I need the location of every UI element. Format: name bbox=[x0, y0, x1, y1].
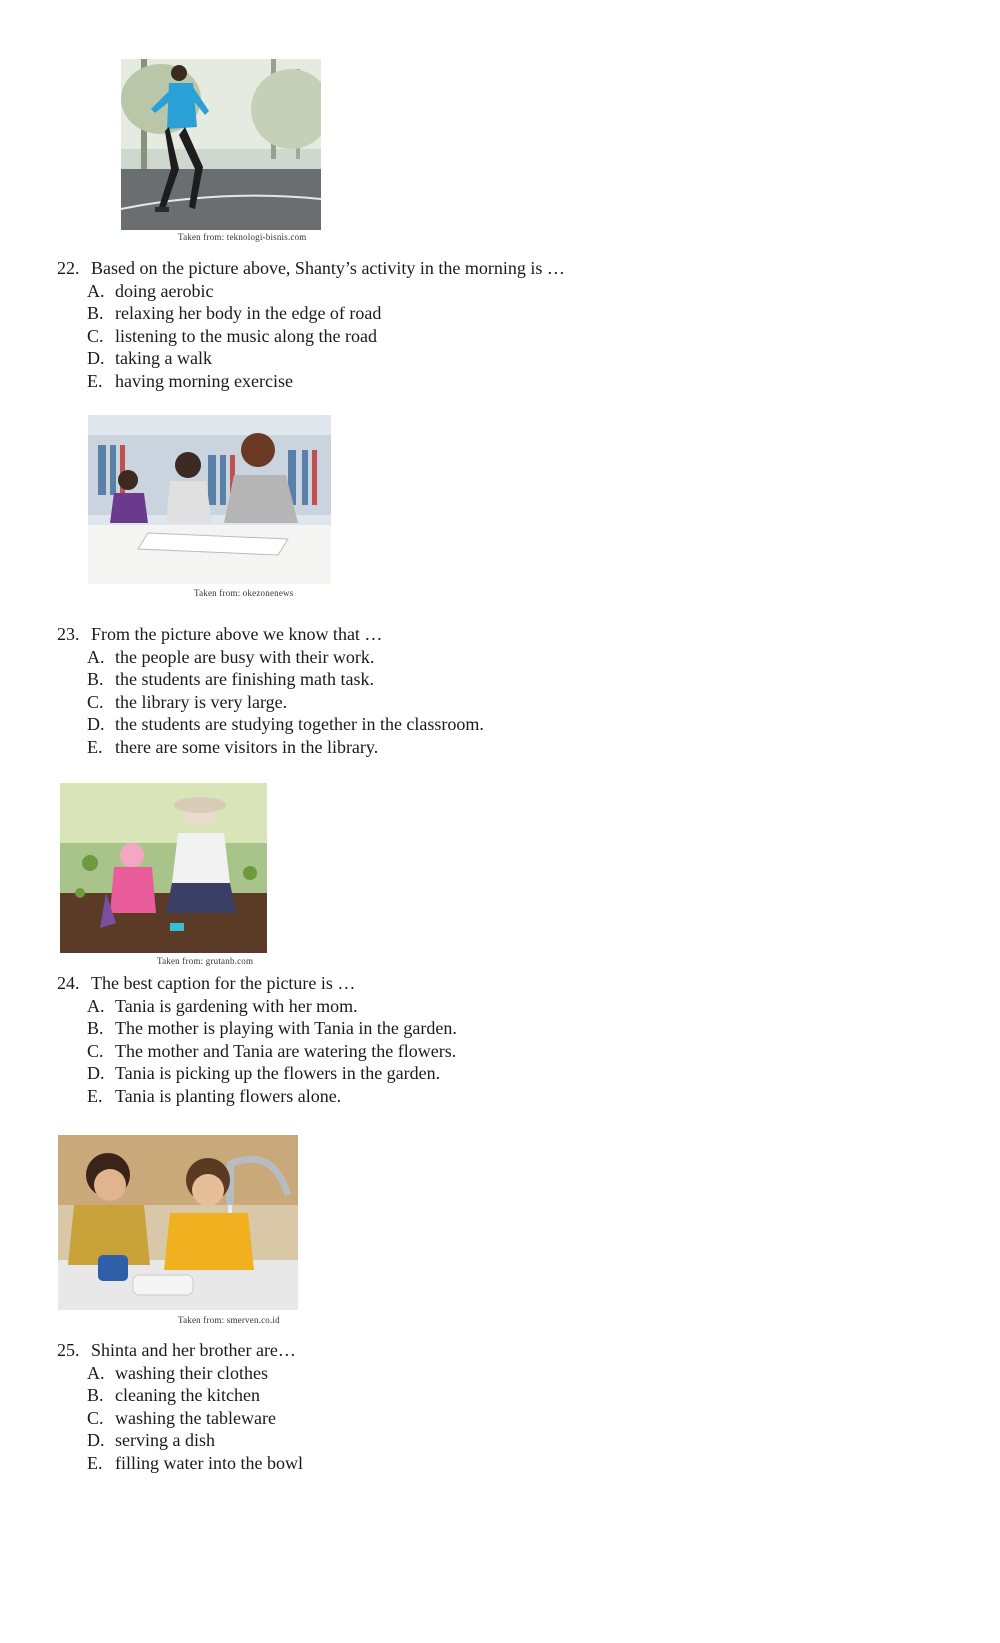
option-text: the students are finishing math task. bbox=[115, 669, 374, 689]
option-text: taking a walk bbox=[115, 348, 212, 368]
answer-options bbox=[57, 1362, 303, 1475]
question-text: The best caption for the picture is … bbox=[91, 973, 356, 993]
option-text: The mother and Tania are watering the flowers. bbox=[115, 1040, 457, 1061]
question-23 bbox=[57, 623, 484, 758]
question-stem bbox=[57, 1339, 303, 1362]
option-letter: E. bbox=[87, 1085, 103, 1106]
option-text: doing aerobic bbox=[115, 280, 214, 301]
option-letter: C. bbox=[87, 691, 104, 712]
kitchen-sink-photo bbox=[58, 1135, 298, 1310]
option-c[interactable] bbox=[57, 691, 484, 714]
photo-credit: Taken from: grutanb.com bbox=[157, 956, 254, 966]
option-text: having morning exercise bbox=[115, 370, 293, 391]
option-a[interactable] bbox=[57, 280, 565, 303]
option-text: cleaning the kitchen bbox=[115, 1385, 260, 1405]
option-letter: D. bbox=[87, 1063, 105, 1083]
question-number: 23. bbox=[57, 624, 80, 644]
option-text: washing the tableware bbox=[115, 1407, 276, 1428]
question-text: Based on the picture above, Shanty’s activity in the morning is … bbox=[91, 258, 565, 278]
option-d[interactable] bbox=[57, 1062, 457, 1085]
question-text: From the picture above we know that … bbox=[91, 624, 383, 644]
option-text: Tania is picking up the flowers in the garden. bbox=[115, 1063, 441, 1083]
option-b[interactable] bbox=[57, 1384, 303, 1407]
option-a[interactable] bbox=[57, 1362, 303, 1385]
option-text: Tania is planting flowers alone. bbox=[115, 1085, 342, 1106]
option-letter: D. bbox=[87, 1430, 105, 1450]
option-letter: B. bbox=[87, 1385, 104, 1405]
option-a[interactable] bbox=[57, 646, 484, 669]
runner-photo bbox=[121, 59, 321, 230]
option-letter: C. bbox=[87, 1040, 104, 1061]
option-text: Tania is gardening with her mom. bbox=[115, 995, 358, 1016]
answer-options bbox=[57, 646, 484, 759]
question-number: 25. bbox=[57, 1340, 80, 1360]
option-text: filling water into the bowl bbox=[115, 1452, 303, 1473]
option-c[interactable] bbox=[57, 325, 565, 348]
library-photo bbox=[88, 415, 331, 584]
option-text: The mother is playing with Tania in the garden. bbox=[115, 1018, 457, 1038]
option-letter: A. bbox=[87, 280, 105, 301]
option-letter: E. bbox=[87, 1452, 103, 1473]
answer-options bbox=[57, 995, 457, 1108]
option-text: the students are studying together in the classroom. bbox=[115, 714, 484, 734]
question-number: 22. bbox=[57, 258, 80, 278]
gardening-photo bbox=[60, 783, 267, 953]
option-letter: B. bbox=[87, 1018, 104, 1038]
option-letter: E. bbox=[87, 370, 103, 391]
question-number: 24. bbox=[57, 973, 80, 993]
answer-options bbox=[57, 280, 565, 393]
question-25 bbox=[57, 1339, 303, 1474]
question-22 bbox=[57, 257, 565, 392]
option-letter: C. bbox=[87, 325, 104, 346]
option-a[interactable] bbox=[57, 995, 457, 1018]
photo-credit: Taken from: smerven.co.id bbox=[178, 1315, 280, 1325]
option-text: relaxing her body in the edge of road bbox=[115, 303, 382, 323]
question-stem bbox=[57, 623, 484, 646]
option-text: listening to the music along the road bbox=[115, 325, 377, 346]
option-letter: A. bbox=[87, 995, 105, 1016]
photo-credit: Taken from: teknologi-bisnis.com bbox=[178, 232, 307, 242]
option-c[interactable] bbox=[57, 1407, 303, 1430]
option-text: serving a dish bbox=[115, 1430, 215, 1450]
option-text: the people are busy with their work. bbox=[115, 646, 375, 667]
option-e[interactable] bbox=[57, 370, 565, 393]
option-text: washing their clothes bbox=[115, 1362, 268, 1383]
option-d[interactable] bbox=[57, 713, 484, 736]
option-b[interactable] bbox=[57, 668, 484, 691]
option-e[interactable] bbox=[57, 1085, 457, 1108]
option-letter: E. bbox=[87, 736, 103, 757]
option-e[interactable] bbox=[57, 1452, 303, 1475]
option-letter: A. bbox=[87, 1362, 105, 1383]
option-c[interactable] bbox=[57, 1040, 457, 1063]
option-letter: B. bbox=[87, 303, 104, 323]
option-text: there are some visitors in the library. bbox=[115, 736, 379, 757]
question-24 bbox=[57, 972, 457, 1107]
option-d[interactable] bbox=[57, 1429, 303, 1452]
option-letter: D. bbox=[87, 348, 105, 368]
photo-credit: Taken from: okezonenews bbox=[194, 588, 294, 598]
question-stem bbox=[57, 257, 565, 280]
option-letter: D. bbox=[87, 714, 105, 734]
option-letter: B. bbox=[87, 669, 104, 689]
option-letter: A. bbox=[87, 646, 105, 667]
option-text: the library is very large. bbox=[115, 691, 288, 712]
question-stem bbox=[57, 972, 457, 995]
option-d[interactable] bbox=[57, 347, 565, 370]
option-e[interactable] bbox=[57, 736, 484, 759]
option-letter: C. bbox=[87, 1407, 104, 1428]
option-b[interactable] bbox=[57, 1017, 457, 1040]
question-text: Shinta and her brother are… bbox=[91, 1340, 296, 1360]
option-b[interactable] bbox=[57, 302, 565, 325]
